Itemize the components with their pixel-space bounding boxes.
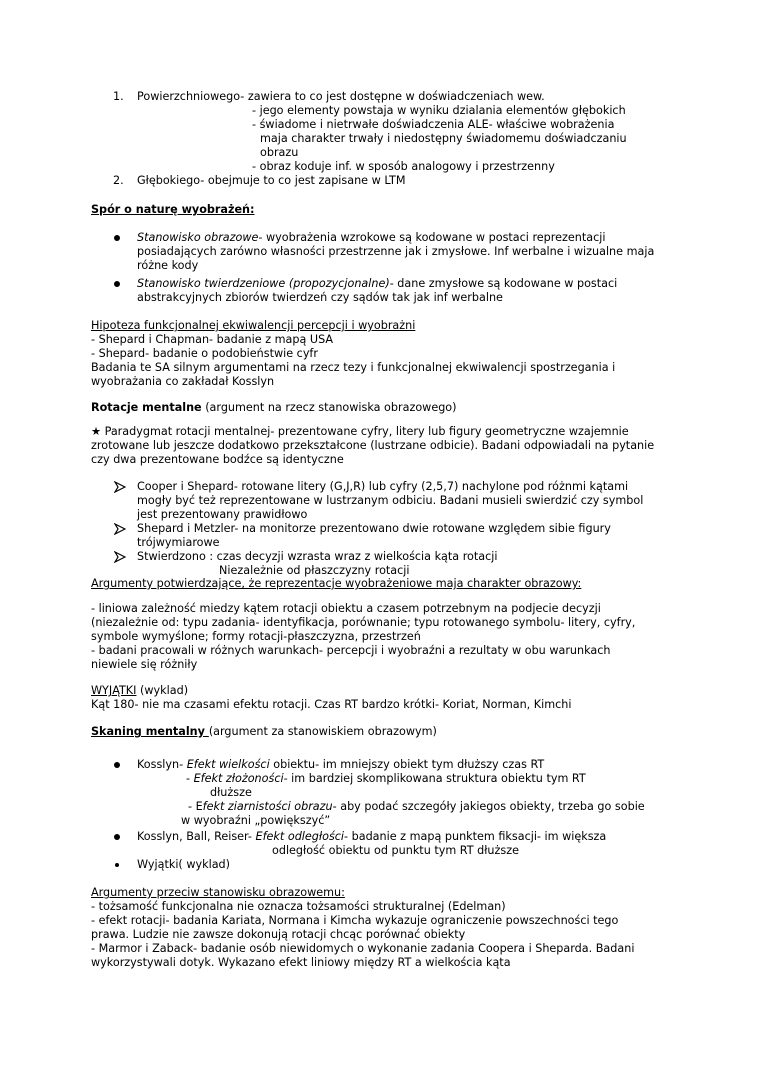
arrow-item-text: Shepard i Metzler- na monitorze prezentowano dwie rotowane względem sibie figury — [137, 522, 611, 535]
list-number: 1. — [113, 90, 124, 103]
text-line: - badani pracowali w różnych warunkach- percepcji i wyobraźni a rezultaty w obu warunkach — [91, 644, 611, 657]
sub-effect-cont: dłuższe — [210, 786, 252, 799]
bullet-icon — [114, 834, 120, 840]
text-line: wyobrażania co zakładał Kosslyn — [91, 375, 275, 388]
bullet-text-cont: posiadających zarówno własności przestrzenne jak i zmysłowe. Inf werbalne i wizualne maja — [137, 245, 655, 258]
section-heading: Spór o naturę wyobrażeń: — [91, 203, 255, 216]
bullet-text: Stanowisko twierdzeniowe (propozycjonalne)- dane zmysłowe są kodowane w postaci — [137, 277, 618, 290]
text-line: ★ Paradygmat rotacji mentalnej- prezentowane cyfry, litery lub figury geometryczne wzajemnie — [91, 425, 629, 438]
text-line: - liniowa zależność miedzy kątem rotacji obiektu a czasem potrzebnym na podjecie decyzji — [91, 602, 601, 615]
list-number: 2. — [113, 174, 124, 187]
text-line: - efekt rotacji- badania Kariata, Normana i Kimcha wykazuje ograniczenie powszechności tego — [91, 914, 619, 927]
section-heading: Argumenty przeciw stanowisku obrazowemu: — [91, 886, 345, 899]
sub-item: maja charakter trwały i niedostępny świadomemu doświadczaniu — [260, 132, 627, 145]
arrow-item-text: jest prezentowany prawidłowo — [137, 508, 308, 521]
text-line: Badania te SA silnym argumentami na rzecz tezy i funkcjonalnej ekwiwalencji spostrzegania i — [91, 361, 616, 374]
bullet-icon — [114, 762, 120, 768]
arrow-bullet-icon — [114, 481, 126, 493]
bullet-text-cont: odległość obiektu od punktu tym RT dłuższe — [272, 844, 519, 857]
section-heading: Argumenty potwierdzające, że reprezentacje wyobrażeniowe maja charakter obrazowy: — [91, 577, 582, 590]
text-line: wykorzystywali dotyk. Wykazano efekt liniowy między RT a wielkościa kąta — [91, 956, 511, 969]
text-line: (niezależnie od: typu zadania- identyfikacja, porównanie; typu rotowanego symbolu- litery, cyfry, — [91, 616, 636, 629]
bullet-text: Kosslyn- Efekt wielkości obiektu- im mniejszy obiekt tym dłuższy czas RT — [137, 758, 545, 771]
sub-item: - obraz koduje inf. w sposób analogowy i przestrzenny — [252, 160, 555, 173]
bullet-text-cont: różne kody — [137, 259, 199, 272]
text-line: prawa. Ludzie nie zawsze dokonują rotacji chcąc porównać obiekty — [91, 928, 466, 941]
sub-item: obrazu — [260, 146, 299, 159]
text-line: zrotowane lub jeszcze dodatkowo przekształcone (lustrzane odbicie). Badani odpowiadali na pytanie — [91, 439, 655, 452]
text-line: Kąt 180- nie ma czasami efektu rotacji. Czas RT bardzo krótki- Koriat, Norman, Kimchi — [91, 698, 572, 711]
list-item-text: Powierzchniowego- zawiera to co jest dostępne w doświadczeniach wew. — [137, 90, 545, 103]
sub-item: - jego elementy powstaja w wyniku dzialania elementów głębokich — [252, 104, 626, 117]
text-line: niewiele się różniły — [91, 658, 198, 671]
text-line: symbole wymyślone; formy rotacji-płaszczyzna, przestrzeń — [91, 630, 421, 643]
arrow-bullet-icon — [114, 551, 126, 563]
bullet-icon — [115, 863, 119, 867]
arrow-item-text: Niezależnie od płaszczyzny rotacji — [219, 564, 410, 577]
arrow-item-text: Stwierdzono : czas decyzji wzrasta wraz z wielkościa kąta rotacji — [137, 550, 498, 563]
arrow-item-text: Cooper i Shepard- rotowane litery (G,J,R) lub cyfry (2,5,7) nachylone pod różnmi kątami — [137, 480, 629, 493]
bullet-icon — [114, 281, 120, 287]
section-heading: Skaning mentalny (argument za stanowiskiem obrazowym) — [91, 725, 437, 738]
bullet-text: Kosslyn, Ball, Reiser- Efekt odległości- badanie z mapą punktem fiksacji- im większa — [137, 830, 607, 843]
arrow-bullet-icon — [114, 523, 126, 535]
text-line: - tożsamość funkcjonalna nie oznacza tożsamości strukturalnej (Edelman) — [91, 900, 506, 913]
arrow-item-text: mogły być też reprezentowane w lustrzanym odbiciu. Badani musieli swierdzić czy symbol — [137, 494, 644, 507]
section-heading: Hipoteza funkcjonalnej ekwiwalencji percepcji i wyobrażni — [91, 319, 416, 332]
wyjatki-heading: WYJĄTKI (wyklad) — [91, 684, 189, 697]
sub-effect-cont: w wyobraźni „powiększyć” — [181, 814, 331, 827]
section-heading: Rotacje mentalne (argument na rzecz stanowiska obrazowego) — [91, 401, 457, 414]
text-line: - Marmor i Zaback- badanie osób niewidomych o wykonanie zadania Coopera i Sheparda. Badani — [91, 942, 635, 955]
bullet-text: Stanowisko obrazowe- wyobrażenia wzrokowe są kodowane w postaci reprezentacji — [137, 231, 606, 244]
bullet-icon — [114, 235, 120, 241]
list-item-text: Głębokiego- obejmuje to co jest zapisane w LTM — [137, 174, 406, 187]
bullet-text-cont: abstrakcyjnych zbiorów twierdzeń czy sądów tak jak inf werbalne — [137, 291, 503, 304]
bullet-text: Wyjątki( wyklad) — [137, 858, 231, 871]
sub-effect-text: - Efekt ziarnistości obrazu- aby podać szczegóły jakiegos obiekty, trzeba go sobie — [188, 800, 645, 813]
sub-effect-text: - Efekt złożoności- im bardziej skomplikowana struktura obiektu tym RT — [186, 772, 586, 785]
text-line: - Shepard- badanie o podobieństwie cyfr — [91, 347, 318, 360]
sub-item: - świadome i nietrwałe doświadczenia ALE- właściwe wobrażenia — [252, 118, 615, 131]
arrow-item-text: trójwymiarowe — [137, 536, 220, 549]
text-line: czy dwa prezentowane bodźce są identyczne — [91, 453, 344, 466]
text-line: - Shepard i Chapman- badanie z mapą USA — [91, 333, 334, 346]
